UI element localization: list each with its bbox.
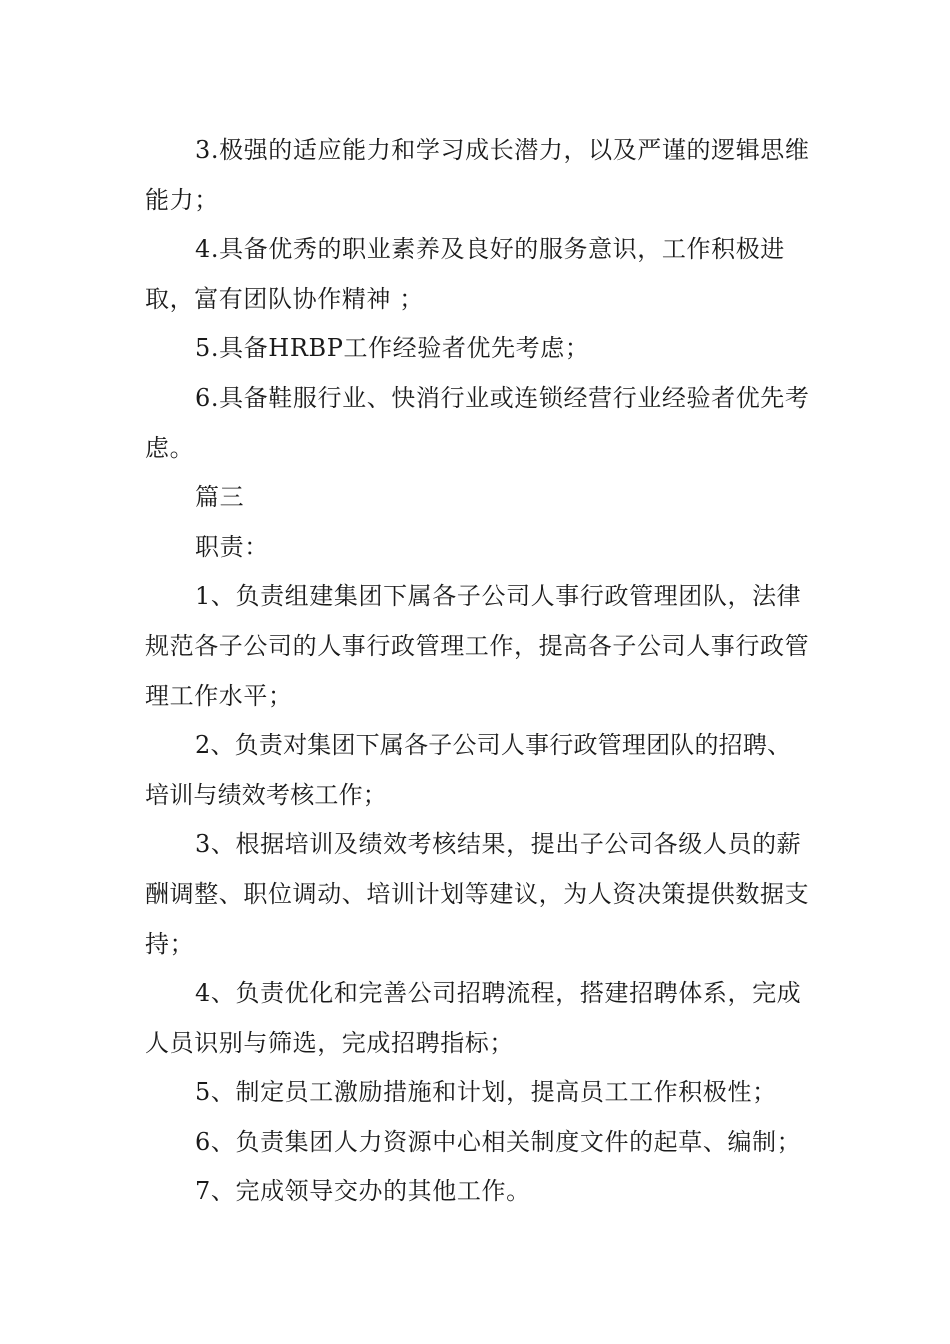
responsibility-item-7: 7、完成领导交办的其他工作。 [195, 1177, 531, 1206]
document-body [145, 126, 815, 1217]
responsibility-item-5: 5、制定员工激励措施和计划，提高员工工作积极性； [195, 1078, 777, 1107]
paragraph-requirement-6: 6.具备鞋服行业、快消行业或连锁经营行业经验者优先考虑。 [145, 383, 810, 462]
responsibilities-heading: 职责： [195, 532, 269, 561]
responsibility-item-6: 6、负责集团人力资源中心相关制度文件的起草、编制； [195, 1127, 802, 1156]
responsibility-item-2: 2、负责对集团下属各子公司人事行政管理团队的招聘、培训与绩效考核工作； [145, 731, 792, 809]
responsibility-item-1: 1、负责组建集团下属各子公司人事行政管理团队，法律规范各子公司的人事行政管理工作，提高各子公司人事行政管理工作水平； [145, 582, 810, 710]
paragraph-requirement-5: 5.具备HRBP工作经验者优先考虑； [195, 334, 590, 363]
responsibility-item-4: 4、负责优化和完善公司招聘流程，搭建招聘体系，完成人员识别与筛选，完成招聘指标； [145, 979, 802, 1057]
responsibility-item-3: 3、根据培训及绩效考核结果，提出子公司各级人员的薪酬调整、职位调动、培训计划等建议，为人资决策提供数据支持； [145, 830, 810, 958]
paragraph-requirement-3: 3.极强的适应能力和学习成长潜力，以及严谨的逻辑思维能力； [145, 136, 810, 214]
section-heading: 篇三 [195, 483, 245, 512]
paragraph-requirement-4: 4.具备优秀的职业素养及良好的服务意识，工作积极进取，富有团队协作精神 ； [145, 235, 785, 313]
